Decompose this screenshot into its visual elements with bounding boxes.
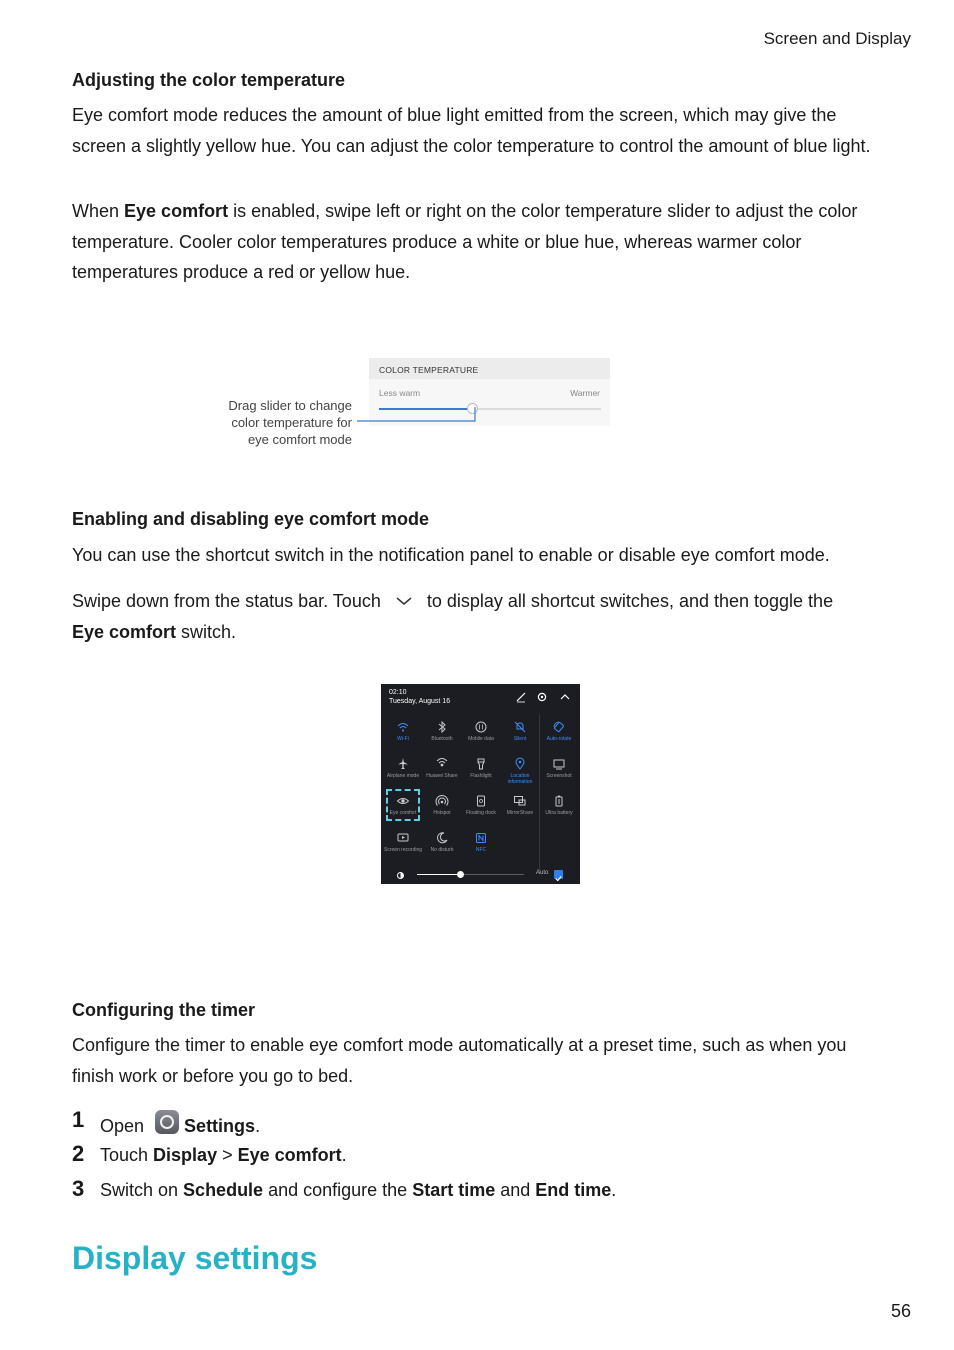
step-1	[100, 1110, 260, 1137]
less-warm-label: Less warm	[379, 388, 421, 398]
page-number: 56	[890, 1301, 911, 1321]
auto-rotate-icon	[552, 720, 566, 734]
eye-comfort-highlight	[386, 789, 420, 821]
shortcut-tile[interactable]	[383, 831, 423, 867]
shortcut-tile[interactable]	[383, 720, 423, 756]
paragraph-enable-intro: You can use the shortcut switch in the notification panel to enable or disable eye comfort mode.	[72, 545, 830, 565]
text: is enabled, swipe left or right on the color temperature slider to adjust the color temperature. Cooler color temperatures produce a white or blue hue, whereas warmer color temperatures produce a red or yellow hue.	[72, 201, 858, 282]
shortcut-tile[interactable]	[539, 757, 579, 793]
heading-color-temperature: Adjusting the color temperature	[72, 70, 346, 90]
silent-icon	[513, 720, 527, 734]
check-icon	[554, 874, 563, 883]
brightness-bar	[381, 867, 580, 884]
shortcut-tile-label: Hotspot	[433, 810, 451, 816]
bold-schedule: Schedule	[183, 1180, 264, 1200]
shortcut-tile[interactable]	[500, 757, 540, 793]
step-number: 1	[72, 1107, 85, 1132]
airplane-icon	[396, 757, 410, 771]
battery-icon	[552, 794, 566, 808]
status-time: 02:10	[389, 689, 407, 696]
shortcut-tile-label: Huawei Share	[426, 773, 458, 779]
shortcut-tile-label: Eye comfort	[389, 810, 417, 816]
shortcut-tile[interactable]	[383, 757, 423, 793]
shortcut-tile-label: Floating dock	[466, 810, 496, 816]
shortcut-tile-label: No disturb	[430, 847, 454, 853]
mirror-share-icon	[513, 794, 527, 808]
callout-leader-line	[356, 405, 481, 425]
brightness-icon	[395, 870, 406, 881]
shortcut-tile-label: Wi-Fi	[397, 736, 409, 742]
status-date: Tuesday, August 16	[389, 698, 451, 705]
shortcut-tile-label: Screenshot	[546, 773, 572, 779]
text: .	[255, 1116, 261, 1136]
shortcut-tile[interactable]	[422, 794, 462, 830]
shortcut-tile[interactable]	[500, 794, 540, 830]
slider-callout	[190, 397, 352, 448]
bluetooth-icon	[435, 720, 449, 734]
color-temperature-header	[369, 358, 610, 379]
chevron-down-icon	[381, 585, 427, 616]
shortcut-tile-label: Mobile data	[468, 736, 494, 742]
chevron-up-icon[interactable]	[559, 691, 571, 703]
brightness-slider[interactable]	[417, 874, 524, 875]
step-number: 3	[72, 1176, 85, 1201]
paragraph-enable-steps	[72, 585, 892, 647]
shortcut-tile-label: Screen recording	[383, 847, 423, 853]
running-header: Screen and Display	[763, 29, 911, 48]
bold-display: Display	[153, 1145, 218, 1165]
auto-label: Auto	[536, 870, 549, 876]
shortcut-tile-label: NFC	[475, 847, 487, 853]
warmer-label: Warmer	[570, 388, 600, 398]
shortcut-tile[interactable]	[539, 720, 579, 756]
callout-line: eye comfort mode	[247, 432, 352, 447]
edit-icon[interactable]	[515, 691, 527, 703]
shortcut-tile-label: Flashlight	[470, 773, 492, 779]
text: Swipe down from the status bar. Touch	[72, 591, 381, 611]
shortcut-tile[interactable]	[461, 720, 501, 756]
text: When	[72, 201, 125, 221]
nfc-icon	[474, 831, 488, 845]
paragraph-color-temp-slider	[72, 196, 892, 288]
brightness-fill	[417, 874, 460, 875]
shortcut-tile-label: Bluetooth	[431, 736, 453, 742]
heading-configuring-timer: Configuring the timer	[72, 1000, 255, 1020]
screen-record-icon	[396, 831, 410, 845]
moon-icon	[435, 831, 449, 845]
paragraph-timer-intro: Configure the timer to enable eye comfort mode automatically at a preset time, such as when you finish work or before you go to bed.	[72, 1035, 847, 1086]
location-icon	[513, 757, 527, 771]
bold-eye-comfort: Eye comfort	[72, 621, 177, 642]
heading-enable-eye-comfort: Enabling and disabling eye comfort mode	[72, 509, 430, 529]
gear-icon	[160, 1115, 174, 1129]
gear-icon[interactable]	[536, 691, 548, 703]
shortcut-tile-label: Ultra battery	[545, 810, 573, 816]
text: and	[495, 1180, 536, 1200]
shortcut-tile-label: Silent	[513, 736, 527, 742]
step-2	[100, 1145, 347, 1166]
wifi-icon	[396, 720, 410, 734]
brightness-thumb[interactable]	[457, 871, 464, 878]
shortcut-tile[interactable]	[500, 720, 540, 756]
step-number: 2	[72, 1141, 85, 1166]
screenshot-icon	[552, 757, 566, 771]
shortcut-tile[interactable]	[539, 794, 579, 830]
text: Touch	[100, 1145, 154, 1165]
floating-dock-icon	[474, 794, 488, 808]
bold-eye-comfort: Eye comfort	[237, 1145, 342, 1165]
text: and configure the	[263, 1180, 413, 1200]
text: .	[341, 1145, 347, 1165]
section-title-display-settings: Display settings	[72, 1240, 318, 1276]
mobile-data-icon	[474, 720, 488, 734]
shortcut-tile[interactable]	[461, 794, 501, 830]
shortcut-tile-label: MirrorShare	[506, 810, 534, 816]
shortcut-tile[interactable]	[422, 831, 462, 867]
shortcut-tile[interactable]	[461, 831, 501, 867]
bold-eye-comfort: Eye comfort	[124, 201, 229, 221]
text: switch.	[176, 621, 237, 642]
notification-panel-screenshot	[381, 684, 580, 884]
hotspot-icon	[435, 794, 449, 808]
bold-start-time: Start time	[412, 1180, 496, 1200]
text: to display all shortcut switches, and then toggle the	[426, 591, 834, 611]
shortcut-tile[interactable]	[422, 757, 462, 793]
shortcut-tile-label: Airplane mode	[386, 773, 420, 779]
paragraph-color-temp-intro: Eye comfort mode reduces the amount of blue light emitted from the screen, which may give the screen a slightly yellow hue. You can adjust the color temperature to control the amount of blue light.	[72, 105, 871, 156]
text: >	[217, 1145, 238, 1165]
bold-settings: Settings	[184, 1116, 256, 1136]
step-3	[100, 1180, 616, 1201]
settings-app-icon	[155, 1110, 179, 1134]
shortcut-tile-label: Auto-rotate	[546, 736, 572, 742]
auto-brightness-checkbox[interactable]	[554, 870, 563, 879]
callout-line: Drag slider to change	[228, 398, 352, 413]
bold-end-time: End time	[535, 1180, 612, 1200]
callout-line: color temperature for	[231, 415, 352, 430]
text: Open	[100, 1116, 150, 1136]
share-icon	[435, 757, 449, 771]
shortcut-tile[interactable]	[461, 757, 501, 793]
text: .	[611, 1180, 617, 1200]
shortcut-tile-label: Location information	[507, 773, 533, 785]
shortcut-tile[interactable]	[422, 720, 462, 756]
flashlight-icon	[474, 757, 488, 771]
text: Switch on	[100, 1180, 184, 1200]
color-temperature-title: COLOR TEMPERATURE	[379, 365, 479, 375]
